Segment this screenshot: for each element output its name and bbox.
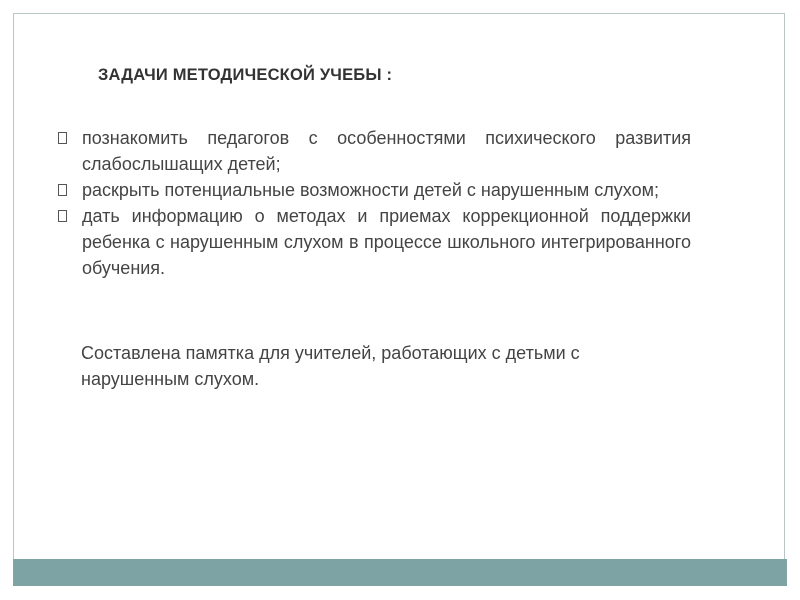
task-item-1 [58,125,691,177]
task-text: раскрыть потенциальные возможности детей с нарушенным слухом; [82,180,659,200]
slide-frame [13,13,785,583]
footer-bar [13,559,787,586]
task-text: познакомить педагогов с особенностями психического развития слабослышащих детей; [82,128,691,174]
task-item-3 [58,203,691,281]
task-list [58,125,691,281]
slide-title: ЗАДАЧИ МЕТОДИЧЕСКОЙ УЧЕБЫ : [98,66,393,84]
square-bullet-icon [58,132,67,144]
square-bullet-icon [58,184,67,196]
memo-note: Составлена памятка для учителей, работающих с детьми с нарушенным слухом. [81,343,580,389]
task-item-2 [58,177,691,203]
task-text: дать информацию о методах и приемах коррекционной поддержки ребенка с нарушенным слухом в процессе школьного интегрированного обучения. [82,206,691,278]
square-bullet-icon [58,210,67,222]
